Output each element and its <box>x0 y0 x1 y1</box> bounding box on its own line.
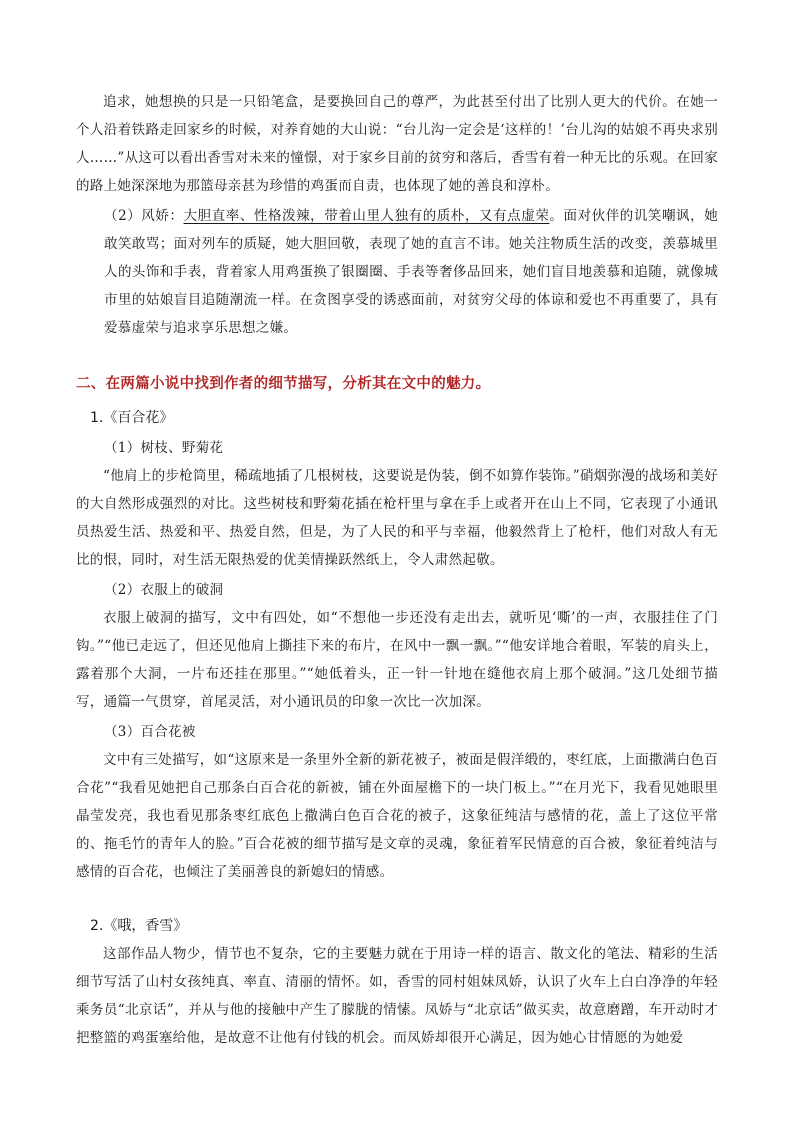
item-text-lily-quilt: 文中有三处描写，如“这原来是一条里外全新的新花被子，被面是假洋缎的，枣红底，上面撒满白色百合花”“我看见她把自己那条白百合花的新被，铺在外面屋檐下的一块门板上。”“在月光下，我看见她眼里晶莹发亮，我也看见那条枣红底色上撒满白色百合花的被子，这象征纯洁与感情的花，盖上了这位平常的、拖毛竹的青年人的脸。”百合花被的细节描写是文章的灵魂，象征着军民情意的百合被，象征着纯洁与感情的百合花，也倾注了美丽善良的新媳妇的情感。 <box>76 752 718 880</box>
item-label-lily-quilt: （3）百合花被 <box>104 724 196 740</box>
item-text-branches: “他肩上的步枪筒里，稀疏地插了几根树枝，这要说是伪装，倒不如算作装饰。”硝烟弥漫的战场和美好的大自然形成强烈的对比。这些树枝和野菊花插在枪杆里与拿在手上或者开在山上不同，它表现了小通讯员热爱生活、热爱和平、热爱自然，但是，为了人民的和平与幸福，他毅然背上了枪杆，他们对敌人有无比的恨，同时，对生活无限热爱的优美情操跃然纸上，令人肃然起敬。 <box>76 468 718 568</box>
item-text-clothes-hole: 衣服上破洞的描写，文中有四处，如“不想他一步还没有走出去，就听见‘嘶’的一声，衣服挂住了门钩。”“他已走远了，但还见他肩上撕挂下来的布片，在风中一飘一飘。”“他安详地合着眼，军装的肩头上，露着那个大洞，一片布还挂在那里。”“她低着头，正一针一针地在缝他衣肩上那个破洞。”这几处细节描写，通篇一气贯穿，首尾灵活，对小通讯员的印象一次比一次加深。 <box>76 610 718 710</box>
subsection-title-xiangxue: 2.《哦，香雪》 <box>90 918 188 934</box>
fengjiao-analysis: 。面对伙伴的讥笑嘲讽，她敢笑敢骂；面对列车的质疑，她大胆回敬，表现了她的直言不讳。她关注物质生活的改变，羡慕城里人的头饰和手表，背着家人用鸡蛋换了银圈圈、手表等奢侈品回来，她们盲目地羡慕和追随，就像城市里的姑娘盲目追随潮流一样。在贪图享受的诱惑面前，对贫穷父母的体谅和爱也不再重要了，具有爱慕虚荣与追求享乐思想之嫌。 <box>104 208 718 336</box>
paragraph-fengjiao <box>76 202 718 342</box>
fengjiao-label: （2）风娇： <box>104 208 184 224</box>
fengjiao-traits-underlined: 大胆直率、性格泼辣，带着山里人独有的质朴，又有点虚荣 <box>183 208 550 224</box>
section-heading: 二、在两篇小说中找到作者的细节描写，分析其在文中的魅力。 <box>76 376 491 392</box>
item-label-clothes-hole: （2）衣服上的破洞 <box>104 582 224 598</box>
paragraph-xiangxue-charm: 这部作品人物少，情节也不复杂，它的主要魅力就在于用诗一样的语言、散文化的笔法、精彩的生活细节写活了山村女孩纯真、率直、清丽的情怀。如，香雪的同村姐妹凤娇，认识了火车上白白净净的年轻乘务员“北京话”，并从与他的接触中产生了朦胧的情愫。凤娇与“北京话”做买卖，故意磨蹭，车开动时才把整篮的鸡蛋塞给他，是故意不让他有付钱的机会。而凤娇却很开心满足，因为她心甘情愿的为她爱 <box>76 946 718 1046</box>
item-label-branches: （1）树枝、野菊花 <box>104 440 224 456</box>
paragraph-xiangxue-character: 追求，她想换的只是一只铅笔盒，是要换回自己的尊严，为此甚至付出了比别人更大的代价。在她一个人沿着铁路走回家乡的时候，对养育她的大山说：“台儿沟一定会是‘这样的！’台儿沟的姑娘不再央求别人……”从这可以看出香雪对未来的憧憬，对于家乡目前的贫穷和落后，香雪有着一种无比的乐观。在回家的路上她深深地为那篮母亲甚为珍惜的鸡蛋而自责，也体现了她的善良和淳朴。 <box>76 94 718 194</box>
subsection-title-baihehua: 1.《百合花》 <box>90 410 174 426</box>
